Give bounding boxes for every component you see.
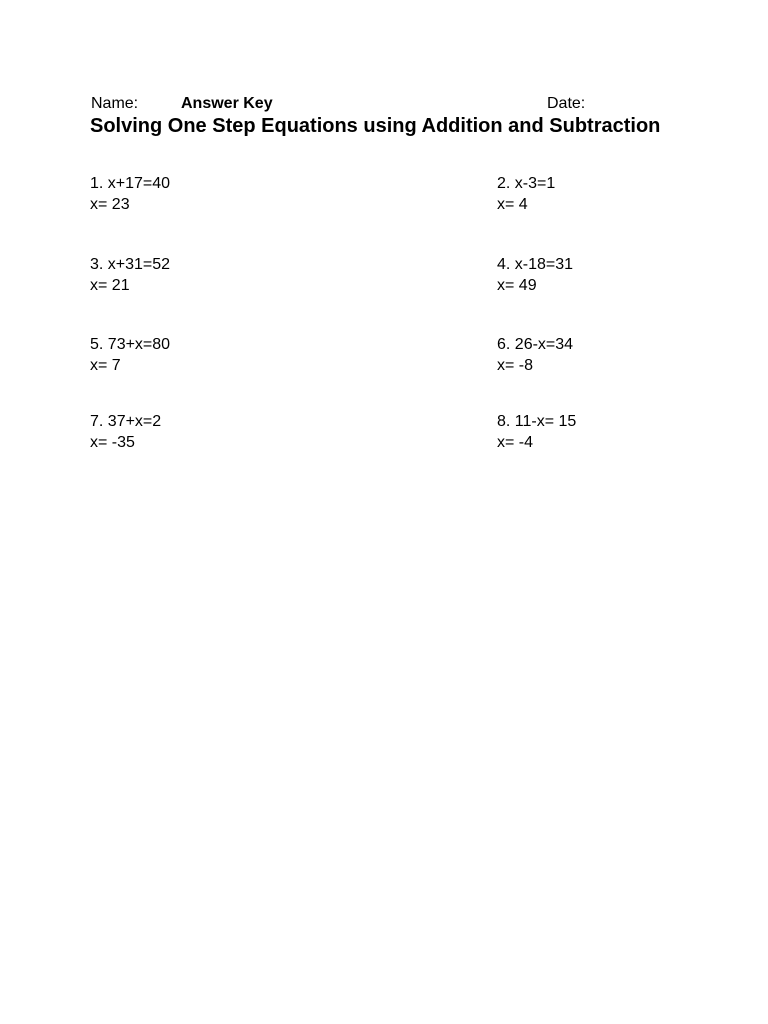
problem-equation: 2. x-3=1 [497, 175, 556, 192]
problem-answer: x= 7 [90, 357, 121, 374]
problem-equation: 5. 73+x=80 [90, 336, 171, 353]
problem-5 [90, 334, 170, 376]
problem-equation: 4. x-18=31 [497, 256, 574, 273]
problem-equation: 3. x+31=52 [90, 256, 171, 273]
problem-answer: x= 49 [497, 277, 537, 294]
problem-6 [497, 334, 573, 376]
header-line [91, 94, 691, 114]
problem-answer: x= -35 [90, 434, 135, 451]
problem-1 [90, 173, 170, 215]
problem-equation: 1. x+17=40 [90, 175, 171, 192]
problem-answer: x= -4 [497, 434, 534, 451]
name-value: Answer Key [181, 95, 273, 112]
problem-answer: x= -8 [497, 357, 534, 374]
problem-7 [90, 411, 161, 453]
problem-answer: x= 23 [90, 196, 130, 213]
problem-8 [497, 411, 576, 453]
problem-answer: x= 21 [90, 277, 130, 294]
problem-equation: 8. 11-x= 15 [497, 413, 577, 430]
date-label: Date: [547, 95, 586, 112]
problem-4 [497, 254, 573, 296]
problem-3 [90, 254, 170, 296]
problem-equation: 7. 37+x=2 [90, 413, 162, 430]
problem-equation: 6. 26-x=34 [497, 336, 574, 353]
name-label: Name: [91, 95, 139, 112]
page-title: Solving One Step Equations using Addition and Subtraction [90, 115, 661, 137]
problem-2 [497, 173, 555, 215]
problem-answer: x= 4 [497, 196, 528, 213]
